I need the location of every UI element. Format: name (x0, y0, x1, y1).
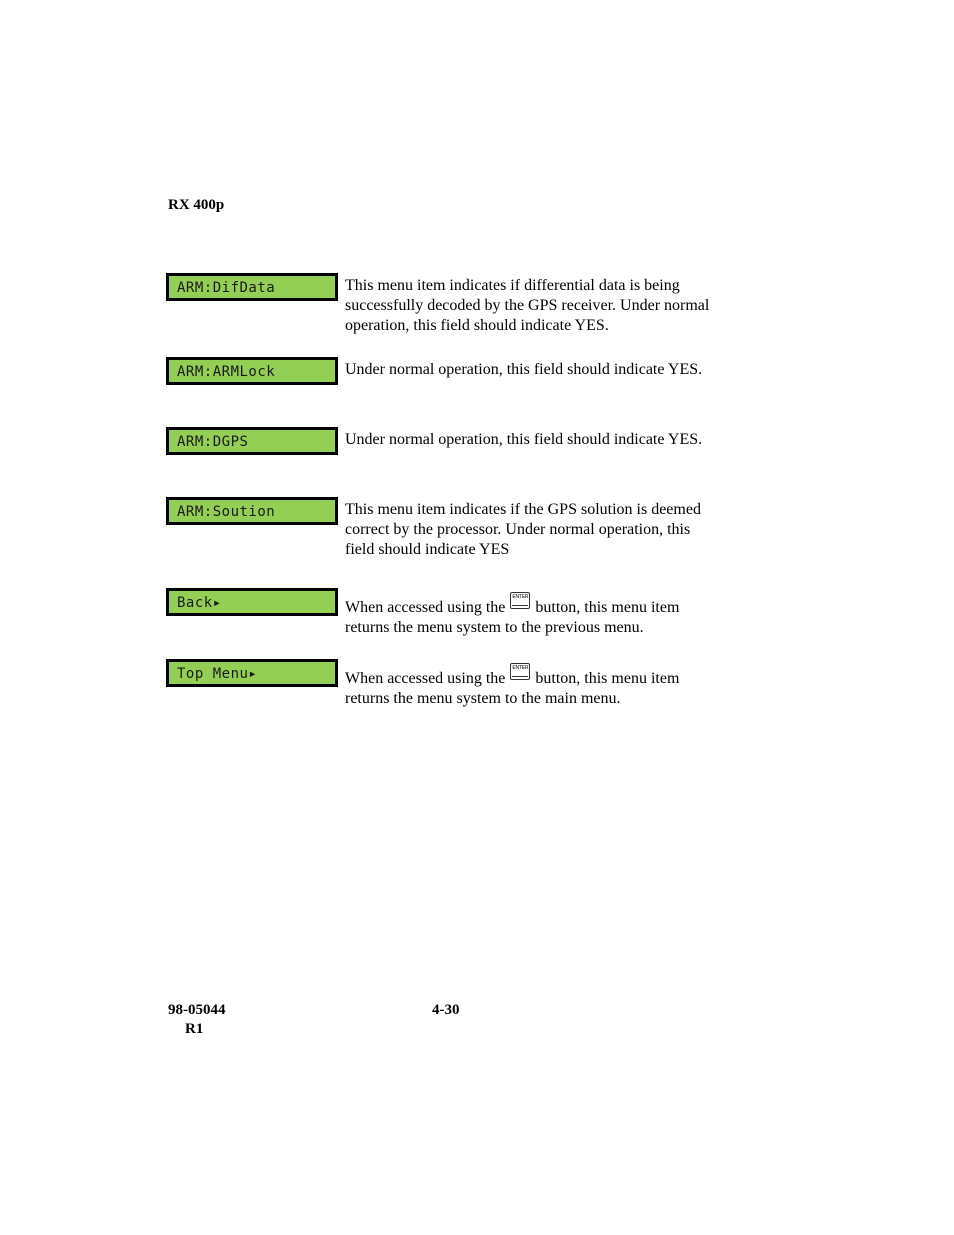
lcd-display-text: Top Menu▸ (177, 666, 258, 682)
lcd-display-text: ARM:ARMLock (177, 364, 276, 380)
menu-item-description: This menu item indicates if differential data is being successfully decoded by the GPS receiver. Under normal operation, this field should indicate YES. (345, 277, 710, 334)
enter-key-icon (510, 592, 530, 609)
lcd-display (166, 273, 338, 301)
description-text: When accessed using the (345, 599, 506, 616)
menu-item-description: Under normal operation, this field should indicate YES. (345, 431, 703, 448)
menu-item-description (345, 663, 715, 709)
lcd-display-text: ARM:DGPS (177, 434, 249, 450)
enter-key-label: ENTER (512, 594, 529, 600)
lcd-display (166, 357, 338, 385)
menu-item-description: This menu item indicates if the GPS solution is deemed correct by the processor. Under normal operation, this field should indicate YES (345, 501, 701, 558)
menu-item-description: Under normal operation, this field should indicate YES. (345, 361, 703, 378)
description-text: button, this menu item returns the menu system to the main menu. (345, 670, 680, 707)
enter-key-icon (510, 663, 530, 680)
lcd-display-text: Back▸ (177, 595, 222, 611)
document-header-model: RX 400p (168, 197, 225, 213)
footer-page-number: 4-30 (432, 1002, 460, 1018)
description-text: When accessed using the (345, 670, 506, 687)
lcd-display (166, 497, 338, 525)
footer-revision: R1 (185, 1021, 204, 1037)
description-text: button, this menu item returns the menu system to the previous menu. (345, 599, 680, 636)
lcd-display (166, 659, 338, 687)
lcd-display (166, 588, 338, 616)
lcd-display (166, 427, 338, 455)
lcd-display-text: ARM:DifData (177, 280, 276, 296)
menu-item-description (345, 592, 715, 638)
lcd-display-text: ARM:Soution (177, 504, 276, 520)
enter-key-label: ENTER (512, 665, 529, 671)
footer-doc-number: 98-05044 (168, 1002, 226, 1018)
